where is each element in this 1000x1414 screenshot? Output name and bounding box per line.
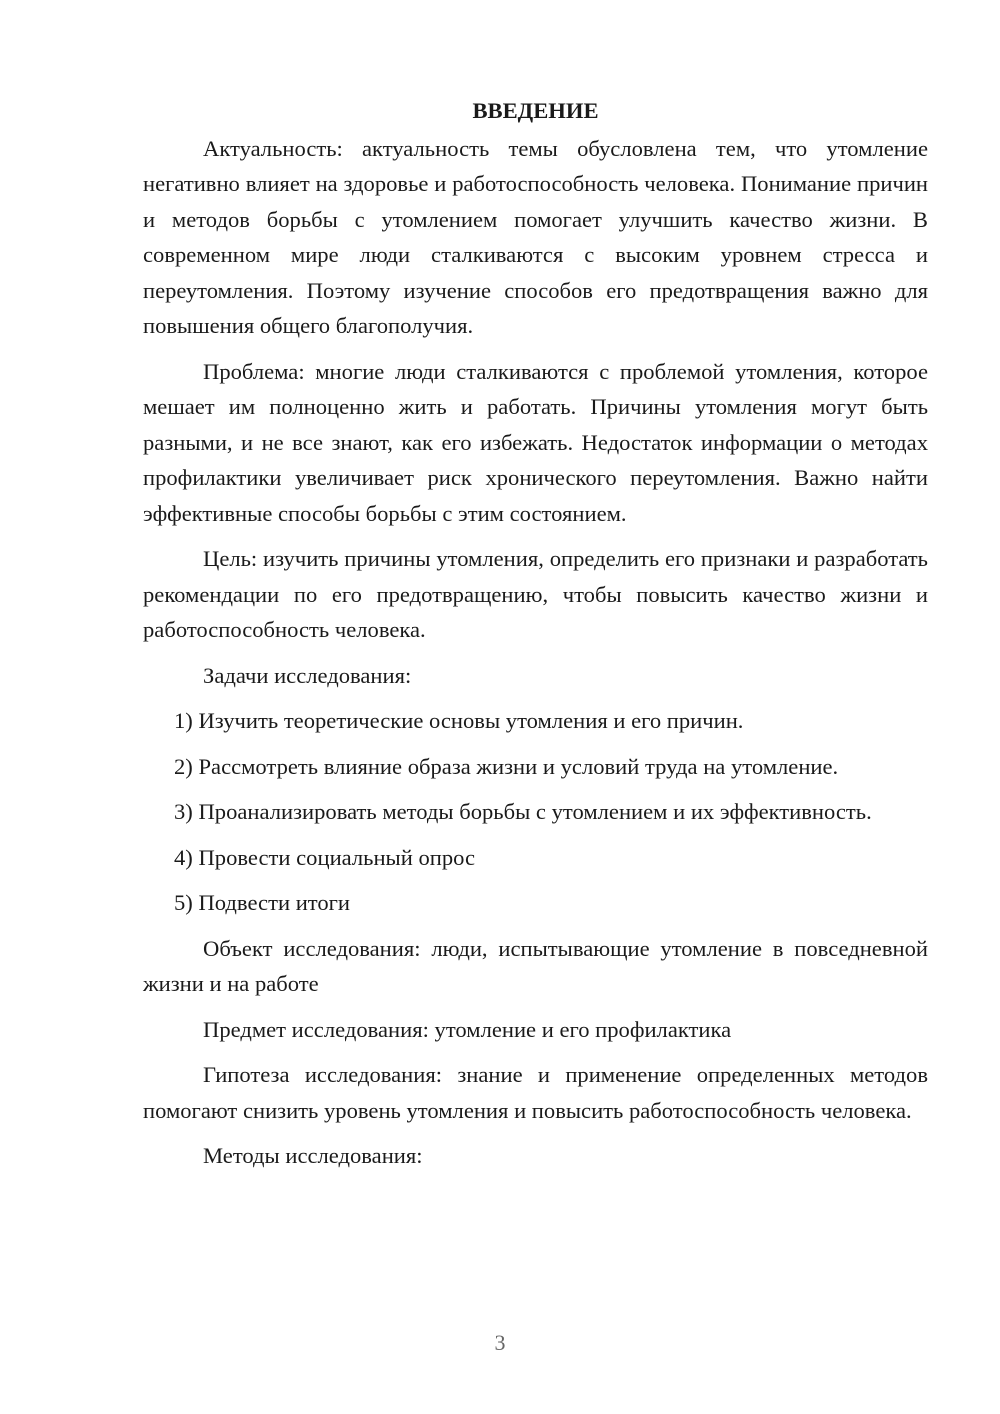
task-item: 3) Проанализировать методы борьбы с утомлением и их эффективность. <box>174 799 872 824</box>
paragraph-problem: Проблема: многие люди сталкиваются с проблемой утомления, которое мешает им полноценно жить и работать. Причины утомления могут быть разными, и не все знают, как его избежать. Недостаток информации о методах профилактики увеличивает риск хронического переутомления. Важно найти эффективные способы борьбы с этим состоянием. <box>143 358 928 526</box>
paragraph-goal: Цель: изучить причины утомления, определить его признаки и разработать рекомендации по его предотвращению, чтобы повысить качество жизни и работоспособность человека. <box>143 546 928 642</box>
section-title: ВВЕДЕНИЕ <box>472 98 599 123</box>
task-item: 5) Подвести итоги <box>174 890 351 915</box>
task-item: 1) Изучить теоретические основы утомления и его причин. <box>174 708 744 733</box>
paragraph-tasks-heading: Задачи исследования: <box>203 662 412 688</box>
paragraph-subject: Предмет исследования: утомление и его профилактика <box>203 1016 732 1042</box>
paragraph-hypothesis: Гипотеза исследования: знание и применение определенных методов помогают снизить уровень утомления и повысить работоспособность человека. <box>143 1062 928 1123</box>
paragraph-methods: Методы исследования: <box>203 1143 423 1168</box>
task-item: 4) Провести социальный опрос <box>174 844 476 870</box>
paragraph-relevance: Актуальность: актуальность темы обусловлена тем, что утомление негативно влияет на здоровье и работоспособность человека. Понимание причин и методов борьбы с утомлением помогает улучшить качество жизни. В современном мире люди сталкиваются с высоким уровнем стресса и переутомления. Поэтому изучение способов его предотвращения важно для повышения общего благополучия. <box>143 135 928 338</box>
paragraph-object: Объект исследования: люди, испытывающие утомление в повседневной жизни и на работе <box>143 935 928 996</box>
task-item: 2) Рассмотреть влияние образа жизни и условий труда на утомление. <box>174 753 839 779</box>
page-number: 3 <box>494 1330 506 1355</box>
page-content <box>143 93 928 1184</box>
